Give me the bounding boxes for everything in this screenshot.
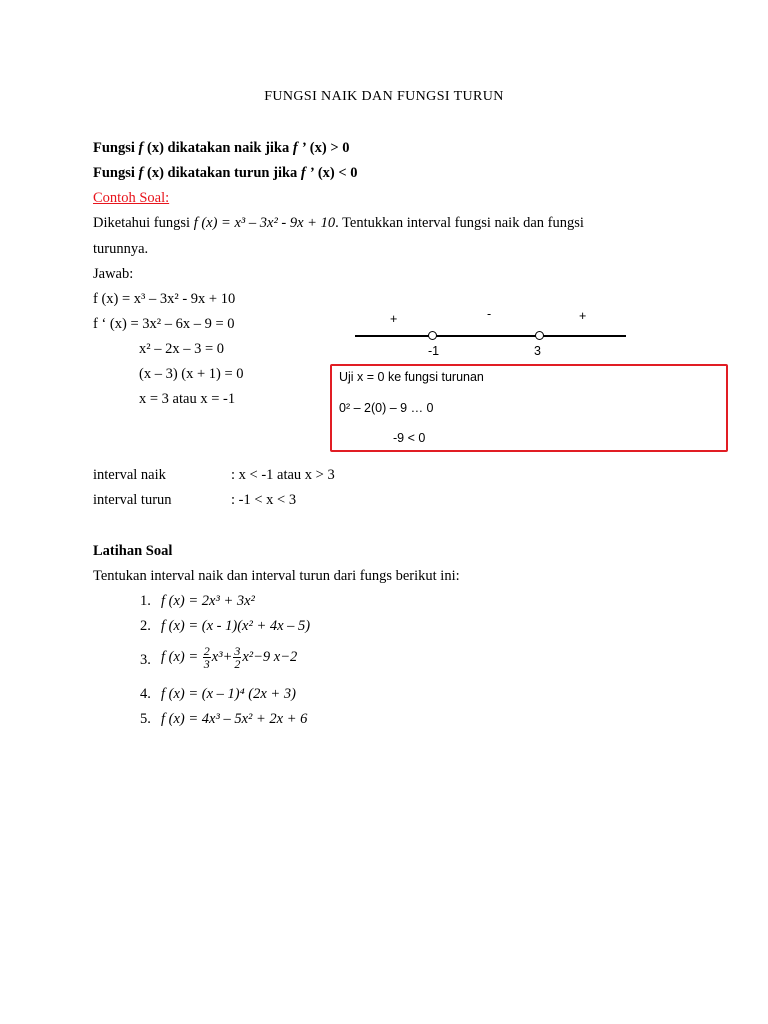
fraction: $\frac{3}{2}$ [234, 644, 241, 672]
sign-label: + [390, 312, 398, 326]
answer-label: Jawab: [93, 266, 134, 282]
interval-label: interval naik [93, 467, 166, 483]
solution-step: (x – 3) (x + 1) = 0 [139, 366, 244, 382]
solution-step: f ‘ (x) = 3x² – 6x – 9 = 0 [93, 316, 235, 332]
solution-step: x² – 2x – 3 = 0 [139, 341, 225, 357]
example-problem-line2: turunnya. [93, 241, 149, 257]
test-box-line3: -9 < 0 [393, 431, 426, 445]
exercise-number: 2. [140, 618, 151, 634]
test-box-line1: Uji x = 0 ke fungsi turunan [339, 370, 484, 384]
solution-step: x = 3 atau x = -1 [139, 391, 236, 407]
sign-label: + [579, 309, 587, 323]
exercise-heading: Latihan Soal [93, 543, 173, 559]
exercise-number: 1. [140, 593, 151, 609]
exercise-expression: f (x) = 2x³ + 3x² [161, 593, 255, 609]
point-label: 3 [534, 344, 541, 358]
solution-step: f (x) = x³ – 3x² - 9x + 10 [93, 291, 236, 307]
critical-point-marker [428, 331, 437, 340]
exercise-expression: f (x) = 4x³ – 5x² + 2x + 6 [161, 711, 308, 727]
interval-value: : x < -1 atau x > 3 [231, 467, 335, 483]
critical-point-marker [535, 331, 544, 340]
definition-naik: Fungsi f (x) dikatakan naik jika f ’ (x) > 0 [93, 140, 350, 156]
test-box-line2: 0² – 2(0) – 9 … 0 [339, 401, 434, 415]
exercise-expression: f (x) = $\frac{2}{3}$ x³+ $\frac{3}{2}$ x²−9 x−2 [161, 644, 298, 672]
example-problem-line1: Diketahui fungsi f (x) = x³ – 3x² - 9x + 10. Tentukkan interval fungsi naik dan fungsi [93, 215, 584, 231]
interval-value: : -1 < x < 3 [231, 492, 297, 508]
example-heading: Contoh Soal: [93, 190, 170, 206]
exercise-expression: f (x) = (x - 1)(x² + 4x – 5) [161, 618, 311, 634]
sign-label: - [487, 307, 492, 321]
interval-label: interval turun [93, 492, 172, 508]
exercise-number: 3. [140, 652, 151, 668]
point-label: -1 [428, 344, 440, 358]
fraction: $\frac{2}{3}$ [203, 644, 210, 672]
exercise-number: 4. [140, 686, 151, 702]
exercise-instruction: Tentukan interval naik dan interval turun dari fungs berikut ini: [93, 568, 460, 584]
definition-turun: Fungsi f (x) dikatakan turun jika f ’ (x) < 0 [93, 165, 358, 181]
exercise-number: 5. [140, 711, 151, 727]
number-line-axis [355, 335, 626, 337]
exercise-expression: f (x) = (x – 1)⁴ (2x + 3) [161, 686, 296, 702]
page-title: FUNGSI NAIK DAN FUNGSI TURUN [264, 89, 504, 104]
